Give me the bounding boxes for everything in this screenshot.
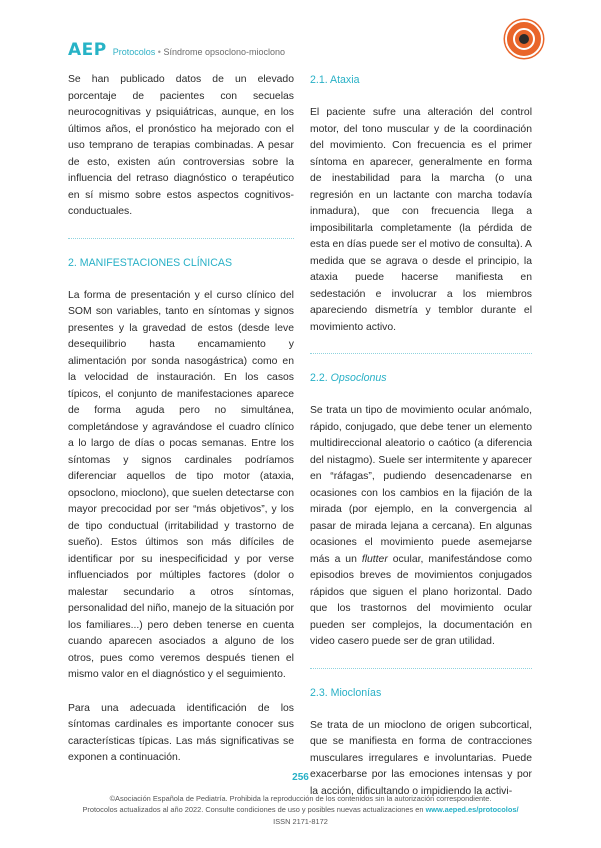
opsoclonus-text-start: Se trata un tipo de movimiento ocular anómalo, rápido, conjugado, que debe tener un elemento multidireccional aleatorio o caótico (a diferencia del nistagmo). Suele ser intermitente y aparecer en “ráfagas”, pudiendo desencadenarse en ocasiones con los cambios en la fijación de la mirada (por ejemplo, en la convergencia al pasar de mirada lejana a cercana). En algunas ocasiones el movimiento puede asemejarse más a un xyxy=(310,405,532,565)
left-column xyxy=(68,72,294,784)
breadcrumb xyxy=(113,47,285,57)
myoclonus-heading: 2.3. Mioclonías xyxy=(310,686,382,699)
section-divider xyxy=(68,238,294,239)
update-line xyxy=(0,804,601,815)
subsection-divider xyxy=(310,668,532,669)
page-header xyxy=(68,40,285,58)
issn-line: ISSN 2171-8172 xyxy=(273,816,328,826)
protocols-link[interactable]: www.aeped.es/protocolos/ xyxy=(425,805,519,815)
opsoclonus-heading xyxy=(310,370,532,386)
badge-core xyxy=(519,34,529,44)
page-number: 256 xyxy=(292,772,309,783)
opsoclonus-paragraph xyxy=(310,403,532,651)
breadcrumb-separator: • xyxy=(157,47,161,57)
footer-notice xyxy=(0,793,601,827)
section-heading: 2. MANIFESTACIONES CLÍNICAS xyxy=(68,256,233,269)
clinical-paragraph-1: La forma de presentación y el curso clínico del SOM son variables, tanto en síntomas y signos presentes y la gravedad de estos (desde leve desequilibrio hasta encamamiento y alimentación por sonda nasogástrica) como en la velocidad de instauración. En los casos típicos, el conjunto de manifestaciones aparece de forma aguda pero no simultánea, completándose y agravándose el cuadro clínico a lo largo de días o pocas semanas. Entre los síntomas y signos cardinales podríamos diferenciar aquellos de tipo motor (ataxia, opsoclono, mioclono), que suelen detectarse con mayor precocidad por ser “más objetivos”, y los de tipo conductual (irritabilidad y trastorno de sueño). Estos últimos son más difíciles de identificar por su inespecificidad y por verse influenciados por múltiples factores (dolor o malestar secundario a otros síntomas, personalidad del niño, manejo de la situación por los familiares...) pero deben tenerse en cuenta cuando aparecen asociados a alguno de los otros, pues como veremos después tienen el mismo valor en el diagnóstico y el seguimiento. xyxy=(68,289,294,680)
opsoclonus-heading-number: 2.2. xyxy=(310,372,328,384)
aep-logo: AEP xyxy=(68,40,107,60)
right-column xyxy=(310,72,532,817)
flutter-term: flutter xyxy=(361,553,388,565)
ataxia-paragraph: El paciente sufre una alteración del control motor, del tono muscular y de la coordinación del movimiento. Con frecuencia es el primer síntoma en aparecer, generalmente en forma de inestabilidad para la marcha (o una regresión en un lactante con marcha todavía inmadura), que con frecuencia llega a imposibilitarla completamente (la pérdida de esta en días puede ser el motivo de consulta). A medida que se agrava o desde el principio, la ataxia puede hacerse manifiesta en sedestación e involucrar a los miembros apareciendo dismetría y temblor durante el movimiento activo. xyxy=(310,107,532,333)
update-text: Protocolos actualizados al año 2022. Consulte condiciones de uso y posibles nuevas actualizaciones en xyxy=(82,805,424,815)
society-badge-icon xyxy=(505,20,543,58)
subsection-divider xyxy=(310,353,532,354)
opsoclonus-text-end: ocular, manifestándose como episodios breves de movimientos conjugados rápidos que siguen el plano horizontal. Dado que los trastornos del movimiento ocular pueden ser complejos, la documentación en video casero puede ser de gran utilidad. xyxy=(310,553,533,647)
breadcrumb-series: Protocolos xyxy=(112,47,156,57)
myoclonus-paragraph: Se trata de un mioclono de origen subcortical, que se manifiesta en forma de contracciones musculares irregulares e involuntarias. Puede exacerbarse por las emociones intensas y por la acción, dificultando o impidiendo la activi- xyxy=(310,719,532,797)
breadcrumb-topic: Síndrome opsoclono-mioclono xyxy=(163,47,286,57)
clinical-paragraph-2: Para una adecuada identificación de los síntomas cardinales es importante conocer sus características típicas. Las más significativas se exponen a continuación. xyxy=(68,702,294,763)
opsoclonus-heading-term: Opsoclonus xyxy=(330,372,387,384)
intro-paragraph: Se han publicado datos de un elevado porcentaje de pacientes con secuelas neurocognitivas y psiquiátricas, aunque, en los últimos años, el pronóstico ha mejorado con el uso temprano de terapias combinadas. A pesar de esto, existen aún controversias sobre la influencia del retraso diagnóstico o terapéutico en sí mismo sobre estos aspectos cognitivos-conductuales. xyxy=(68,74,294,217)
ataxia-heading: 2.1. Ataxia xyxy=(310,74,360,86)
copyright-line: ©Asociación Española de Pediatría. Prohibida la reproducción de los contenidos sin la autorización correspondiente. xyxy=(109,794,492,803)
